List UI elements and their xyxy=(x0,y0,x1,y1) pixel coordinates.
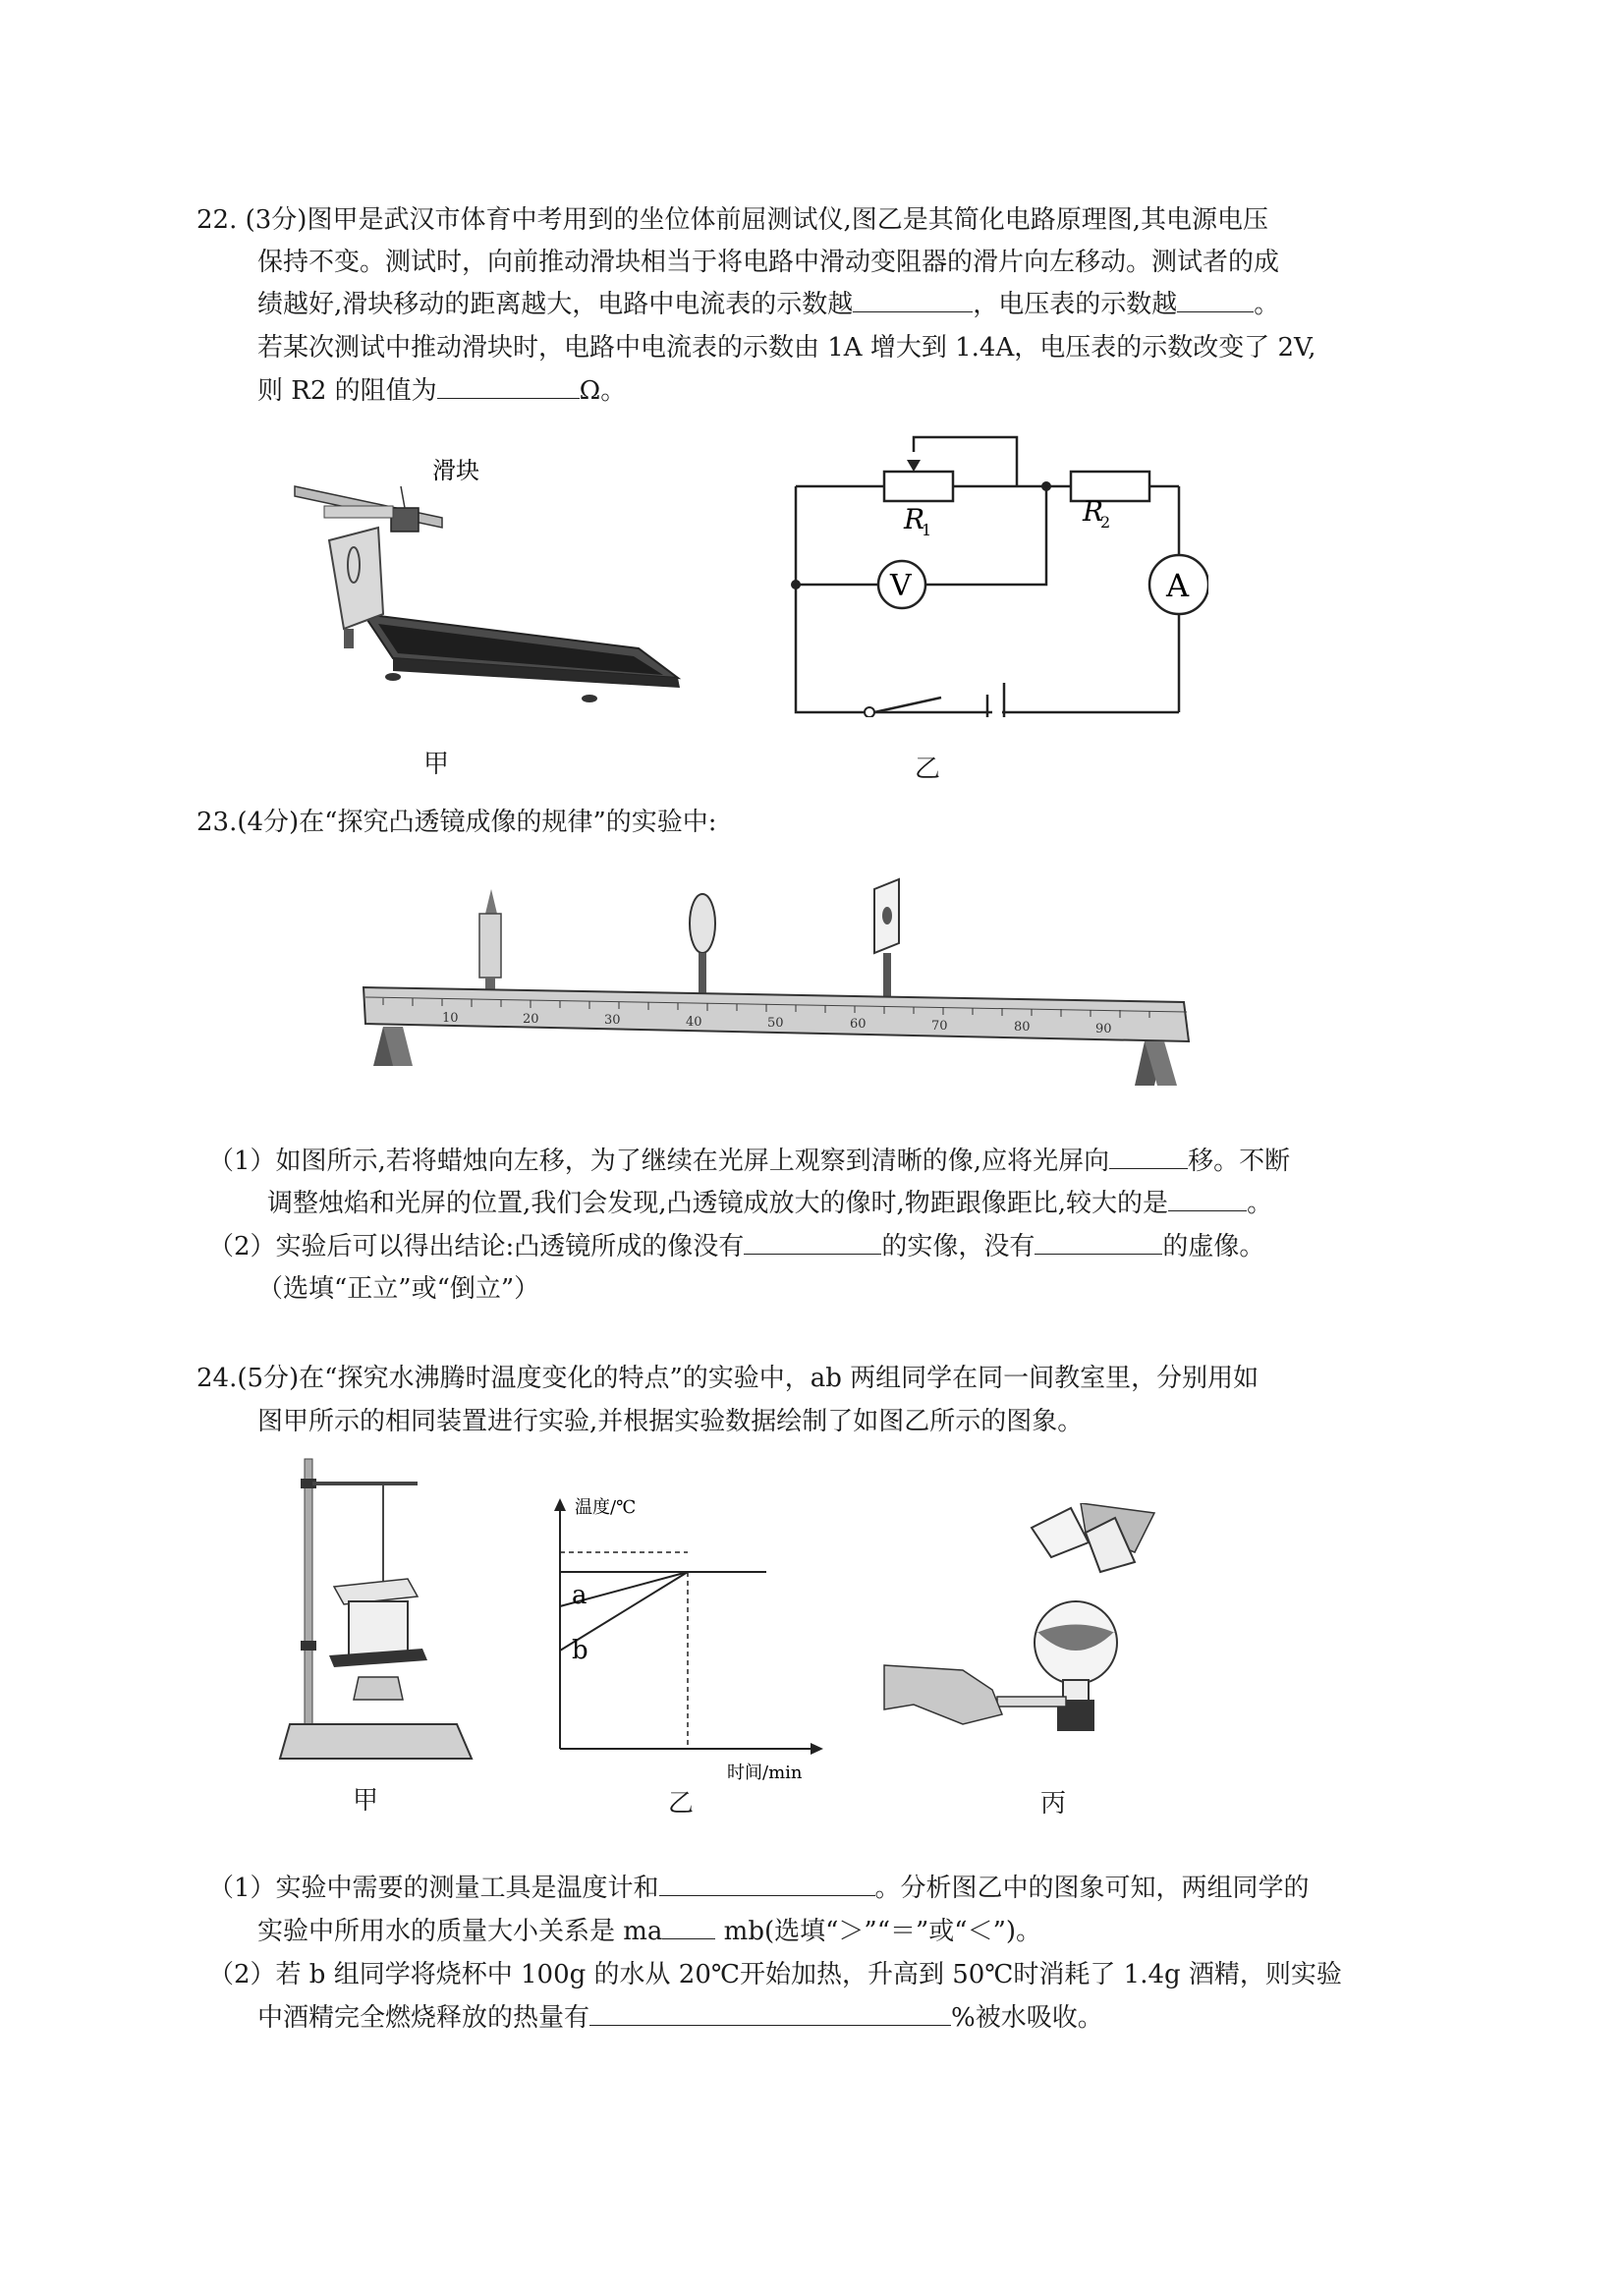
caption-yi-24: 乙 xyxy=(668,1789,695,1819)
q22-line-3-text-b: ，电压表的示数越 xyxy=(973,290,1178,319)
q24-p1-text: （1）实验中需要的测量工具是温度计和 xyxy=(208,1874,659,1903)
q24-p2-line-1: （2）若 b 组同学将烧杯中 100g 的水从 20℃开始加热，升高到 50℃时消耗了 1.4g 酒精，则实验 xyxy=(208,1960,1342,1989)
ruler-tick-10: 10 xyxy=(442,1011,459,1026)
ruler-tick-60: 60 xyxy=(850,1017,867,1032)
q22-line-5 xyxy=(257,374,626,408)
r1-label: R xyxy=(904,503,925,535)
answer-blank-screen-direction[interactable] xyxy=(1109,1145,1188,1169)
resistor-r1 xyxy=(884,472,953,501)
sit-reach-tester-figure xyxy=(285,447,698,761)
q23-p2-text-c: 的虚像。 xyxy=(1162,1232,1265,1261)
answer-blank-r2[interactable] xyxy=(437,374,580,399)
ruler-tick-90: 90 xyxy=(1095,1022,1112,1036)
caption-jia-24: 甲 xyxy=(353,1786,379,1816)
answer-blank-current[interactable] xyxy=(853,288,973,312)
slider-label: 滑块 xyxy=(432,457,479,484)
q22-line-2: 保持不变。测试时，向前推动滑块相当于将电路中滑动变阻器的滑片向左移动。测试者的成 xyxy=(257,248,1280,277)
series-b-label: b xyxy=(572,1636,588,1665)
q24-p1-line-2 xyxy=(257,1915,1041,1948)
temperature-time-graph xyxy=(531,1493,845,1788)
boiling-apparatus-figure xyxy=(275,1439,491,1793)
optical-bench-figure xyxy=(354,845,1208,1110)
ruler-tick-40: 40 xyxy=(686,1015,702,1030)
q24-p2-text-c: %被水吸收。 xyxy=(951,2003,1103,2033)
graph-x-axis-label: 时间/min xyxy=(727,1763,803,1783)
q24-p2-text: 中酒精完全燃烧释放的热量有 xyxy=(257,2003,590,2033)
q23-p1-period: 。 xyxy=(1247,1189,1273,1218)
beaker-icon xyxy=(349,1601,408,1655)
q22-period: 。 xyxy=(1254,290,1280,319)
alcohol-lamp-icon xyxy=(354,1677,403,1700)
r1-subscript: 1 xyxy=(922,521,932,539)
q22-line-3 xyxy=(257,288,1279,321)
r2-label: R xyxy=(1083,495,1104,528)
answer-blank-voltage[interactable] xyxy=(1177,288,1254,312)
circuit-diagram xyxy=(776,422,1208,717)
flask-pour-figure xyxy=(874,1503,1248,1778)
q23-p2-line-2: （选填“正立”或“倒立”） xyxy=(257,1274,540,1304)
ruler-tick-50: 50 xyxy=(767,1016,784,1031)
answer-blank-mass-compare[interactable] xyxy=(662,1915,715,1939)
q24-p2-line-2 xyxy=(257,2001,1103,2035)
answer-blank-virtual-image[interactable] xyxy=(1035,1230,1162,1255)
q22-line-5-text: 则 R2 的阻值为 xyxy=(257,376,437,406)
q22-line-1: 22. (3分)图甲是武汉市体育中考用到的坐位体前屈测试仪,图乙是其简化电路原理图,其电源电压 xyxy=(196,205,1268,235)
q24-line-1: 24.(5分)在“探究水沸腾时温度变化的特点”的实验中，ab 两组同学在同一间教室里，分别用如 xyxy=(196,1364,1259,1393)
q22-line-4: 若某次测试中推动滑块时，电路中电流表的示数由 1A 增大到 1.4A，电压表的示数改变了 2V, xyxy=(257,333,1316,363)
convex-lens-icon xyxy=(690,894,715,953)
q23-p1-text: （1）如图所示,若将蜡烛向左移，为了继续在光屏上观察到清晰的像,应将光屏向 xyxy=(208,1147,1110,1176)
q23-p1-line-2 xyxy=(267,1187,1272,1220)
answer-blank-real-image[interactable] xyxy=(744,1230,881,1255)
q23-p1-text-c: 调整烛焰和光屏的位置,我们会发现,凸透镜成放大的像时,物距跟像距比,较大的是 xyxy=(267,1189,1169,1218)
r2-subscript: 2 xyxy=(1100,513,1111,532)
ammeter-label: A xyxy=(1166,567,1190,604)
q23-p1-text-b: 移。不断 xyxy=(1188,1147,1291,1176)
answer-blank-larger-distance[interactable] xyxy=(1168,1187,1247,1211)
voltmeter-label: V xyxy=(890,569,912,603)
q22-line-3-text: 绩越好,滑块移动的距离越大，电路中电流表的示数越 xyxy=(257,290,854,319)
caption-yi-22: 乙 xyxy=(915,755,941,784)
q24-line-2: 图甲所示的相同装置进行实验,并根据实验数据绘制了如图乙所示的图象。 xyxy=(257,1407,1084,1436)
q23-p1-line-1 xyxy=(208,1145,1290,1178)
ruler-tick-30: 30 xyxy=(604,1013,621,1028)
ruler-tick-80: 80 xyxy=(1014,1020,1031,1035)
q24-p1-text-d: mb(选填“＞”“＝”或“＜”)。 xyxy=(715,1917,1042,1946)
q24-p1-line-1 xyxy=(208,1872,1310,1905)
q23-line-1: 23.(4分)在“探究凸透镜成像的规律”的实验中: xyxy=(196,808,717,837)
caption-bing-24: 丙 xyxy=(1040,1789,1067,1819)
candle-icon xyxy=(479,914,501,978)
series-a-label: a xyxy=(572,1581,588,1610)
answer-blank-efficiency[interactable] xyxy=(589,2001,951,2026)
graph-y-axis-label: 温度/℃ xyxy=(575,1497,637,1518)
q24-p1-text-c: 实验中所用水的质量大小关系是 ma xyxy=(257,1917,663,1946)
q23-p2-text-b: 的实像，没有 xyxy=(881,1232,1035,1261)
ruler-tick-70: 70 xyxy=(931,1019,948,1034)
q23-p2-text: （2）实验后可以得出结论:凸透镜所成的像没有 xyxy=(208,1232,745,1261)
ruler-tick-20: 20 xyxy=(523,1012,539,1027)
q23-p2-line-1 xyxy=(208,1230,1264,1263)
q24-p1-text-b: 。分析图乙中的图象可知，两组同学的 xyxy=(874,1874,1310,1903)
answer-blank-tool[interactable] xyxy=(659,1872,875,1896)
q22-ohm-unit: Ω。 xyxy=(579,376,627,406)
pouring-beaker-icon xyxy=(1032,1508,1089,1557)
caption-jia-22: 甲 xyxy=(423,750,450,779)
